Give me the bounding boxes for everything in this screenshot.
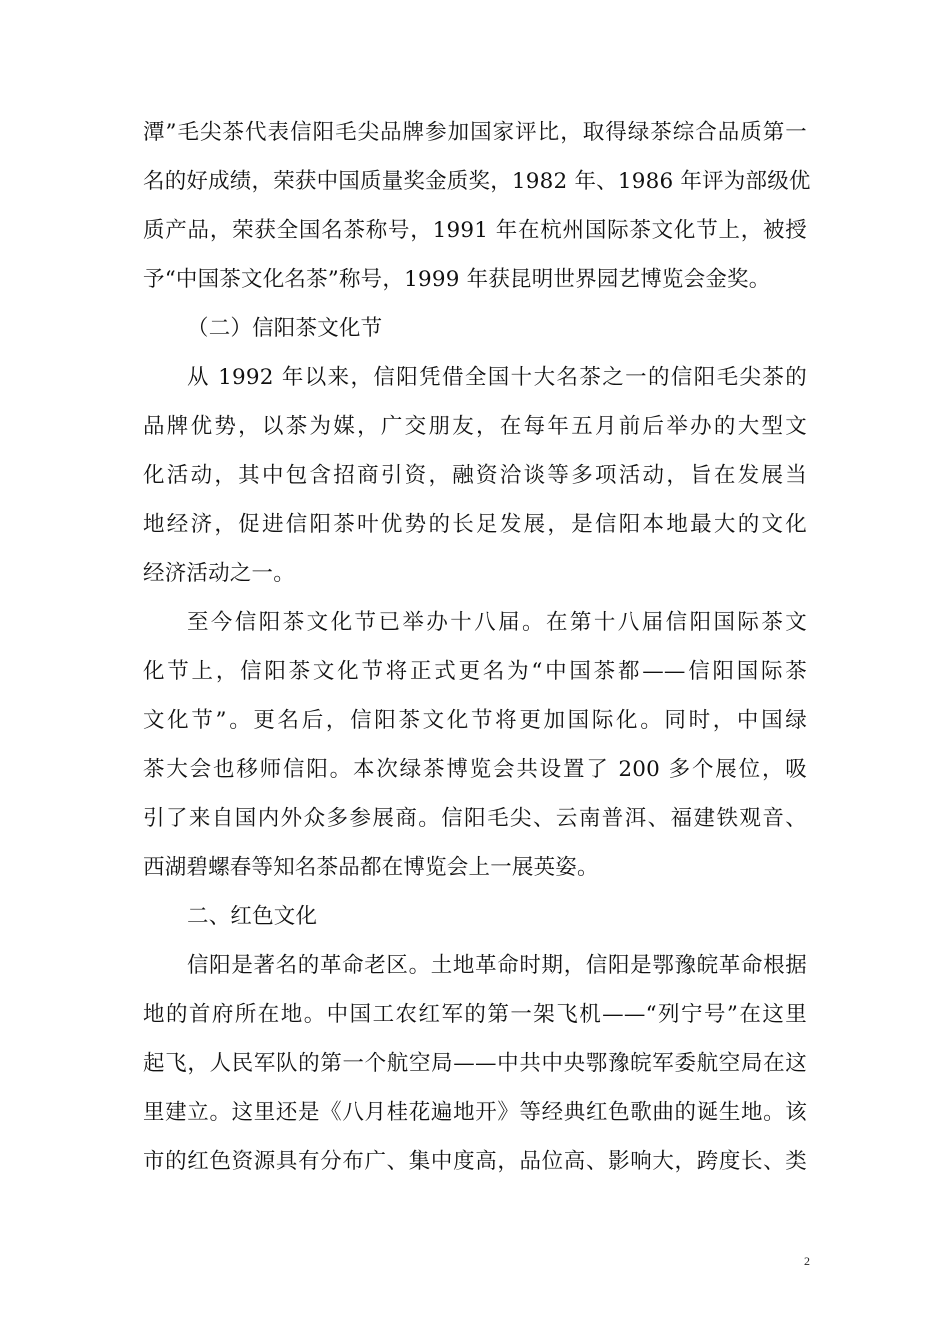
page-number: 2: [804, 1254, 810, 1268]
text-line-15: 引了来自国内外众多参展商。信阳毛尖、云南普洱、福建铁观音、: [143, 806, 807, 831]
text-line-10: 经济活动之一。: [143, 561, 295, 586]
text-line-18: 信阳是著名的革命老区。土地革命时期，信阳是鄂豫皖革命根据: [187, 953, 807, 978]
text-line-21: 里建立。这里还是《八月桂花遍地开》等经典红色歌曲的诞生地。该: [143, 1100, 807, 1125]
text-line-19: 地的首府所在地。中国工农红军的第一架飞机——“列宁号”在这里: [143, 1002, 807, 1027]
text-line-11: 至今信阳茶文化节已举办十八届。在第十八届信阳国际茶文: [187, 610, 807, 635]
text-line-6: 从 1992 年以来，信阳凭借全国十大名茶之一的信阳毛尖茶的: [187, 365, 807, 390]
text-line-14: 茶大会也移师信阳。本次绿茶博览会共设置了 200 多个展位，吸: [143, 757, 807, 782]
text-line-7: 品牌优势，以茶为媒，广交朋友，在每年五月前后举办的大型文: [143, 414, 807, 439]
text-line-8: 化活动，其中包含招商引资，融资洽谈等多项活动，旨在发展当: [143, 463, 807, 488]
section-heading-red-culture: 二、红色文化: [187, 904, 318, 929]
section-heading-tea-festival: （二）信阳茶文化节: [187, 316, 383, 341]
text-line-9: 地经济，促进信阳茶叶优势的长足发展，是信阳本地最大的文化: [143, 512, 807, 537]
text-line-1: 潭”毛尖茶代表信阳毛尖品牌参加国家评比，取得绿茶综合品质第一: [143, 120, 807, 145]
text-line-13: 文化节”。更名后，信阳茶文化节将更加国际化。同时，中国绿: [143, 708, 807, 733]
text-line-16: 西湖碧螺春等知名茶品都在博览会上一展英姿。: [143, 855, 599, 880]
text-line-12: 化节上，信阳茶文化节将正式更名为“中国茶都——信阳国际茶: [143, 659, 807, 684]
text-line-4: 予“中国茶文化名茶”称号，1999 年获昆明世界园艺博览会金奖。: [143, 267, 771, 292]
text-line-22: 市的红色资源具有分布广、集中度高，品位高、影响大，跨度长、类: [143, 1149, 807, 1174]
text-line-3: 质产品，荣获全国名茶称号，1991 年在杭州国际茶文化节上，被授: [143, 218, 807, 243]
text-line-20: 起飞，人民军队的第一个航空局——中共中央鄂豫皖军委航空局在这: [143, 1051, 807, 1076]
text-line-2: 名的好成绩，荣获中国质量奖金质奖，1982 年、1986 年评为部级优: [143, 169, 811, 194]
body-text: [143, 108, 811, 1186]
